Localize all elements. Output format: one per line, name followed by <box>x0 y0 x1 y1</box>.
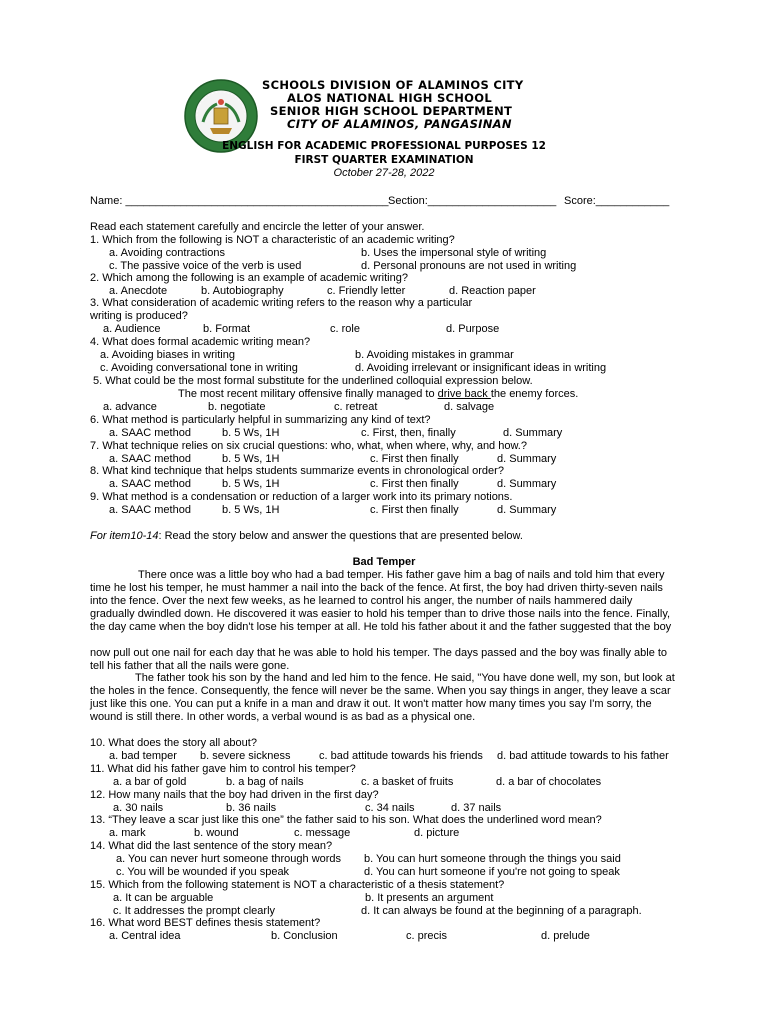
q4-option-a[interactable]: a. Avoiding biases in writing <box>100 349 235 361</box>
question-6: 6. What method is particularly helpful in summarizing any kind of text? <box>90 414 431 426</box>
q14-option-b[interactable]: b. You can hurt someone through the things you said <box>364 853 621 865</box>
q12-option-d[interactable]: d. 37 nails <box>451 802 502 814</box>
q5-sentence-end: the enemy forces. <box>490 388 579 400</box>
story-intro-text: : Read the story below and answer the questions that are presented below. <box>158 530 523 542</box>
q14-option-c[interactable]: c. You will be wounded if you speak <box>116 866 290 878</box>
question-16: 16. What word BEST defines thesis statement? <box>90 917 321 929</box>
q14-option-a[interactable]: a. You can never hurt someone through words <box>116 853 342 865</box>
q9-option-b[interactable]: b. 5 Ws, 1H <box>222 504 280 516</box>
q15-option-b[interactable]: b. It presents an argument <box>365 892 494 904</box>
q12-option-b[interactable]: b. 36 nails <box>226 802 277 814</box>
q10-option-b[interactable]: b. severe sickness <box>200 750 291 762</box>
question-3-cont: writing is produced? <box>90 310 188 322</box>
q7-option-d[interactable]: d. Summary <box>497 453 557 465</box>
question-2: 2. Which among the following is an example of academic writing? <box>90 272 408 284</box>
q8-option-c[interactable]: c. First then finally <box>370 478 459 490</box>
header-division: SCHOOLS DIVISION OF ALAMINOS CITY <box>262 78 524 92</box>
q5-sentence <box>178 388 578 400</box>
q6-option-b[interactable]: b. 5 Ws, 1H <box>222 427 280 439</box>
q6-option-c[interactable]: c. First, then, finally <box>361 427 456 439</box>
q6-option-a[interactable]: a. SAAC method <box>109 427 191 439</box>
question-10: 10. What does the story all about? <box>90 737 257 749</box>
q9-option-d[interactable]: d. Summary <box>497 504 557 516</box>
question-4: 4. What does formal academic writing mean? <box>90 336 311 348</box>
q10-option-c[interactable]: c. bad attitude towards his friends <box>319 750 483 762</box>
q4-option-c[interactable]: c. Avoiding conversational tone in writing <box>100 362 298 374</box>
question-1: 1. Which from the following is NOT a characteristic of an academic writing? <box>90 234 455 246</box>
q16-option-b[interactable]: b. Conclusion <box>271 930 338 942</box>
q3-option-c[interactable]: c. role <box>330 323 360 335</box>
story-title: Bad Temper <box>352 556 416 568</box>
header-city: CITY OF ALAMINOS, PANGASINAN <box>287 117 512 131</box>
story-paragraph-1: There once was a little boy who had a bad temper. His father gave him a bag of nails and told him that every time he lost his temper, he must hammer a nail into the back of the fence. At first, the boy had driven thirty-seven nails into the fence. Over the next few weeks, as he learned to control his anger, the number of nails hammered daily gradually dwindled down. He discovered it was easier to hold his temper than to drive those nails into the fence. Finally, the day came when the boy didn't lose his temper at all. He told his father about it and the father suggested that the boy <box>90 569 672 633</box>
q16-option-a[interactable]: a. Central idea <box>109 930 181 942</box>
q13-option-d[interactable]: d. picture <box>414 827 460 839</box>
q3-option-b[interactable]: b. Format <box>203 323 251 335</box>
q8-option-b[interactable]: b. 5 Ws, 1H <box>222 478 280 490</box>
q7-option-c[interactable]: c. First then finally <box>370 453 459 465</box>
q3-option-d[interactable]: d. Purpose <box>446 323 500 335</box>
instructions: Read each statement carefully and encircle the letter of your answer. <box>90 221 425 233</box>
q7-option-a[interactable]: a. SAAC method <box>109 453 191 465</box>
question-11: 11. What did his father gave him to control his temper? <box>90 763 356 775</box>
q13-option-c[interactable]: c. message <box>294 827 351 839</box>
exam-quarter: FIRST QUARTER EXAMINATION <box>294 154 474 166</box>
q1-option-d[interactable]: d. Personal pronouns are not used in writing <box>361 260 577 272</box>
q3-option-a[interactable]: a. Audience <box>103 323 161 335</box>
q14-option-d[interactable]: d. You can hurt someone if you're not going to speak <box>364 866 620 878</box>
q5-option-c[interactable]: c. retreat <box>334 401 378 413</box>
q4-option-b[interactable]: b. Avoiding mistakes in grammar <box>355 349 514 361</box>
q5-option-d[interactable]: d. salvage <box>444 401 495 413</box>
q2-option-b[interactable]: b. Autobiography <box>201 285 284 297</box>
score-field[interactable]: Score:____________ <box>564 195 670 207</box>
name-field[interactable]: Name: ___________________________________________ <box>90 195 389 207</box>
q10-option-d[interactable]: d. bad attitude towards to his father <box>497 750 669 762</box>
header-school: ALOS NATIONAL HIGH SCHOOL <box>287 91 492 105</box>
question-5: 5. What could be the most formal substitute for the underlined colloquial expression below. <box>93 375 533 387</box>
q12-option-a[interactable]: a. 30 nails <box>113 802 164 814</box>
q2-option-a[interactable]: a. Anecdote <box>109 285 168 297</box>
q13-option-b[interactable]: b. wound <box>194 827 239 839</box>
question-8: 8. What kind technique that helps students summarize events in chronological order? <box>90 465 504 477</box>
question-12: 12. How many nails that the boy had driven in the first day? <box>90 789 379 801</box>
q7-option-b[interactable]: b. 5 Ws, 1H <box>222 453 280 465</box>
q16-option-d[interactable]: d. prelude <box>541 930 590 942</box>
exam-subject: ENGLISH FOR ACADEMIC PROFESSIONAL PURPOSES 12 <box>222 140 546 152</box>
section-field[interactable]: Section:_____________________ <box>388 195 557 207</box>
q9-option-a[interactable]: a. SAAC method <box>109 504 191 516</box>
story-paragraph-3: The father took his son by the hand and led him to the fence. He said, "You have done well, my son, but look at the holes in the fence. Consequently, the fence will never be the same. When you say things in anger, they leave a scar just like this one. You can put a knife in a man and draw it out. It won't matter how many times you say I'm sorry, the wound is still there. In other words, a verbal wound is as bad as a physical one. <box>90 672 675 723</box>
question-14: 14. What did the last sentence of the story mean? <box>90 840 333 852</box>
q2-option-c[interactable]: c. Friendly letter <box>327 285 406 297</box>
q5-sentence-start: The most recent military offensive finally managed to <box>178 388 438 400</box>
q15-option-d[interactable]: d. It can always be found at the beginning of a paragraph. <box>361 905 642 917</box>
q11-option-a[interactable]: a. a bar of gold <box>113 776 187 788</box>
story-paragraph-2: now pull out one nail for each day that he was able to hold his temper. The days passed and the boy was finally able to tell his father that all the nails were gone. <box>90 647 668 672</box>
story-intro <box>90 530 523 542</box>
question-3: 3. What consideration of academic writing refers to the reason why a particular <box>90 297 473 309</box>
question-13: 13. “They leave a scar just like this one” the father said to his son. What does the underlined word mean? <box>90 814 602 826</box>
question-7: 7. What technique relies on six crucial questions: who, what, when where, why, and how.? <box>90 440 527 452</box>
story-intro-label: For item10-14 <box>90 530 159 542</box>
q13-option-a[interactable]: a. mark <box>109 827 146 839</box>
q1-option-a[interactable]: a. Avoiding contractions <box>109 247 225 259</box>
q1-option-c[interactable]: c. The passive voice of the verb is used <box>109 260 302 272</box>
q11-option-d[interactable]: d. a bar of chocolates <box>496 776 602 788</box>
q15-option-c[interactable]: c. It addresses the prompt clearly <box>113 905 276 917</box>
q8-option-a[interactable]: a. SAAC method <box>109 478 191 490</box>
q12-option-c[interactable]: c. 34 nails <box>365 802 415 814</box>
q10-option-a[interactable]: a. bad temper <box>109 750 177 762</box>
question-9: 9. What method is a condensation or reduction of a larger work into its primary notions. <box>90 491 513 503</box>
q4-option-d[interactable]: d. Avoiding irrelevant or insignificant ideas in writing <box>355 362 607 374</box>
q5-option-b[interactable]: b. negotiate <box>208 401 266 413</box>
q9-option-c[interactable]: c. First then finally <box>370 504 459 516</box>
q11-option-b[interactable]: b. a bag of nails <box>226 776 304 788</box>
q11-option-c[interactable]: c. a basket of fruits <box>361 776 454 788</box>
q8-option-d[interactable]: d. Summary <box>497 478 557 490</box>
q16-option-c[interactable]: c. precis <box>406 930 447 942</box>
q2-option-d[interactable]: d. Reaction paper <box>449 285 536 297</box>
q15-option-a[interactable]: a. It can be arguable <box>113 892 214 904</box>
exam-date: October 27-28, 2022 <box>333 167 435 179</box>
header-department: SENIOR HIGH SCHOOL DEPARTMENT <box>270 104 513 118</box>
q1-option-b[interactable]: b. Uses the impersonal style of writing <box>361 247 547 259</box>
q5-option-a[interactable]: a. advance <box>103 401 157 413</box>
q5-underlined-phrase: drive back <box>437 388 491 400</box>
q6-option-d[interactable]: d. Summary <box>503 427 563 439</box>
question-15: 15. Which from the following statement is NOT a characteristic of a thesis statement? <box>90 879 505 891</box>
